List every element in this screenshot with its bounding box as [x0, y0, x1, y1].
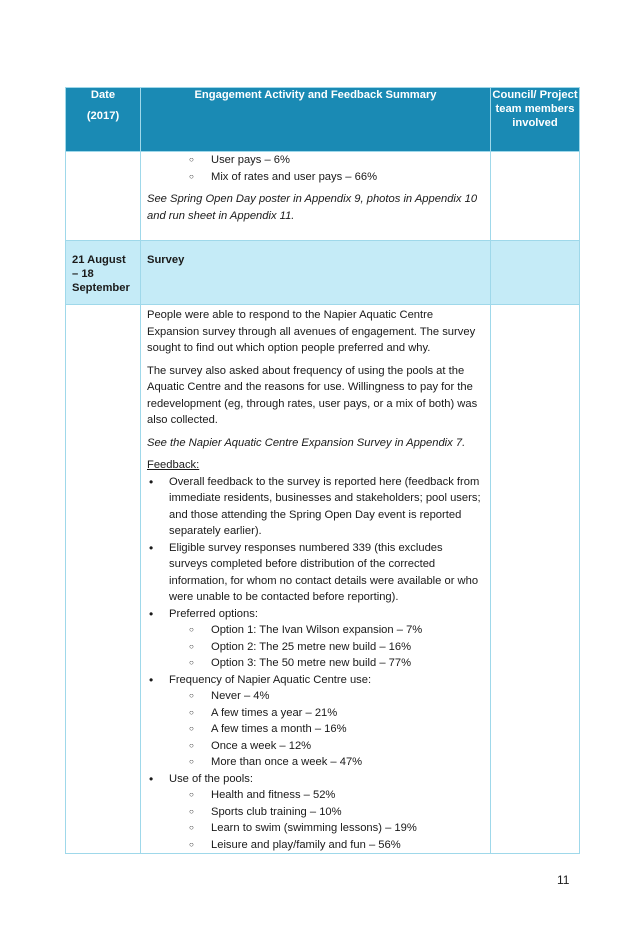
activity-cell	[141, 241, 491, 305]
table-row	[66, 305, 580, 854]
list-item	[147, 540, 484, 606]
date-cell	[66, 241, 141, 305]
survey-paragraph-1: People were able to respond to the Napier Aquatic Centre Expansion survey through all avenues of engagement. The survey sought to find out which option people preferred and why.	[147, 309, 476, 354]
list-item-text: Eligible survey responses numbered 339 (this excludes surveys completed before distribution of the corrected information, for whom no contact details were available or who were unable to be contacted before reporting).	[169, 541, 479, 603]
council-cell	[491, 152, 580, 241]
activity-cell	[141, 305, 491, 854]
list-item: ○ Mix of rates and user pays – 66%	[147, 169, 484, 186]
date-cell	[66, 152, 141, 241]
survey-title: Survey	[147, 254, 185, 266]
list-item-text: Preferred options:	[169, 607, 258, 620]
sub-list-item: ○ A few times a month – 16%	[169, 721, 484, 738]
sub-list	[169, 622, 484, 672]
engagement-table	[65, 87, 580, 854]
header-activity: Engagement Activity and Feedback Summary	[141, 88, 491, 152]
header-year-label: (2017)	[86, 110, 120, 122]
survey-date: 21 August – 18 September	[72, 254, 130, 294]
header-date-label: Date	[90, 89, 116, 101]
sub-list-item: ○ Sports club training – 10%	[169, 804, 484, 821]
feedback-label: Feedback:	[147, 459, 200, 471]
table-row	[66, 152, 580, 241]
header-council: Council/ Project team members involved	[491, 88, 580, 152]
council-cell	[491, 305, 580, 854]
sub-list-item: ○ More than once a week – 47%	[169, 754, 484, 771]
council-cell	[491, 241, 580, 305]
activity-cell	[141, 152, 491, 241]
sub-list-item: ○ A few times a year – 21%	[169, 705, 484, 722]
sub-list-item: ○ Option 3: The 50 metre new build – 77%	[169, 655, 484, 672]
sub-list-item: ○ Once a week – 12%	[169, 738, 484, 755]
table-header-row	[66, 88, 580, 152]
survey-appendix-note: See the Napier Aquatic Centre Expansion Survey in Appendix 7.	[147, 436, 466, 449]
table-row	[66, 241, 580, 305]
sub-list-item: ○ Health and fitness – 52%	[169, 787, 484, 804]
appendix-note: See Spring Open Day poster in Appendix 9, photos in Appendix 10 and run sheet in Appendix 11.	[147, 193, 478, 222]
list-item	[147, 672, 484, 771]
list-item: ○ User pays – 6%	[147, 152, 484, 169]
list-item-text: Overall feedback to the survey is reported here (feedback from immediate residents, businesses and stakeholders; pool users; and those attending the Spring Open Day event is reported separately earlier).	[169, 475, 481, 537]
list-item-text: Frequency of Napier Aquatic Centre use:	[169, 673, 372, 686]
sub-list	[169, 688, 484, 771]
feedback-list	[147, 474, 484, 854]
sub-list-item: ○ Leisure and play/family and fun – 56%	[169, 837, 484, 854]
sub-list-item: ○ Option 1: The Ivan Wilson expansion – 7%	[169, 622, 484, 639]
list-item	[147, 474, 484, 540]
sub-list	[169, 787, 484, 853]
sub-list-item: ○ Option 2: The 25 metre new build – 16%	[169, 639, 484, 656]
page-number: 11	[557, 873, 570, 887]
header-date	[66, 88, 141, 152]
list-item-text: Use of the pools:	[169, 772, 253, 785]
date-cell	[66, 305, 141, 854]
sub-list	[147, 152, 484, 185]
sub-list-item: ○ Never – 4%	[169, 688, 484, 705]
sub-list-item: ○ Learn to swim (swimming lessons) – 19%	[169, 820, 484, 837]
list-item	[147, 606, 484, 672]
survey-paragraph-2: The survey also asked about frequency of using the pools at the Aquatic Centre and the reasons for use. Willingness to pay for the redevelopment (eg, through rates, user pays, or a mix of both) was also collected.	[147, 364, 478, 426]
list-item	[147, 771, 484, 854]
